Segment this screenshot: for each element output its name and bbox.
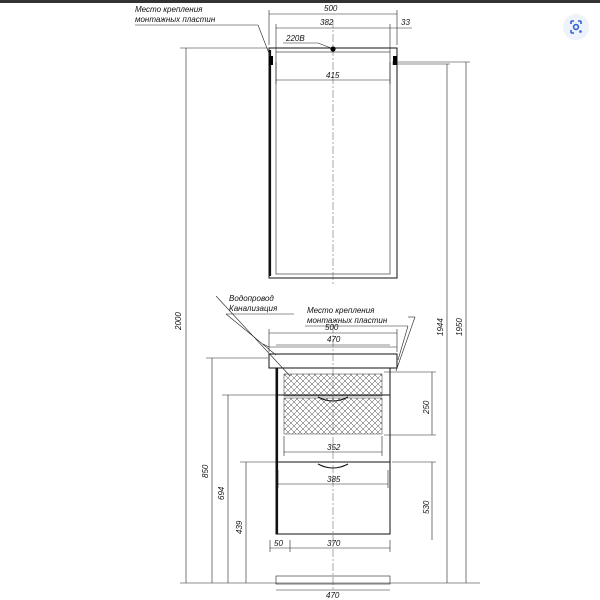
sewer-label: Канализация — [229, 304, 278, 313]
mount-plate-left — [269, 56, 273, 65]
dim-width-385: 385 — [327, 475, 341, 484]
power-label: 220В — [286, 34, 305, 43]
dim-height-530: 530 — [422, 500, 431, 514]
dim-mount-width: 382 — [320, 18, 334, 27]
dim-leg-offset: 50 — [274, 539, 283, 548]
mirror-mount-label-1: Место крепления — [135, 5, 203, 14]
dim-vanity-width: 500 — [325, 323, 339, 332]
dim-width-370: 370 — [327, 539, 341, 548]
dim-inner-width: 415 — [326, 71, 340, 80]
dim-zone-height: 250 — [422, 400, 431, 414]
dim-basin-width: 470 — [327, 335, 341, 344]
vanity-view — [216, 294, 436, 600]
dim-cabinet-mid: 694 — [217, 486, 226, 500]
dim-mirror-width: 500 — [324, 4, 338, 13]
dim-mirror-bottom: 1944 — [436, 318, 445, 336]
dim-overall-height: 2000 — [174, 312, 183, 330]
mirror-view — [135, 4, 412, 286]
vanity-mount-label-2: монтажных пластин — [307, 316, 388, 325]
google-lens-button[interactable] — [563, 14, 589, 40]
dim-mirror-top: 1950 — [455, 318, 464, 336]
dim-side-offset: 33 — [401, 18, 410, 27]
water-supply-label: Водопровод — [229, 294, 274, 303]
dim-cabinet-low: 439 — [235, 520, 244, 534]
vanity-mount-label-1: Место крепления — [307, 306, 375, 315]
dim-base-width: 470 — [326, 591, 340, 600]
dim-width-352: 352 — [327, 443, 341, 452]
dim-cabinet-top: 850 — [201, 464, 210, 478]
power-outlet-icon — [330, 46, 335, 51]
mount-plate-right — [393, 56, 397, 65]
mirror-mount-label-2: монтажных пластин — [135, 15, 216, 24]
google-lens-icon — [563, 14, 589, 40]
